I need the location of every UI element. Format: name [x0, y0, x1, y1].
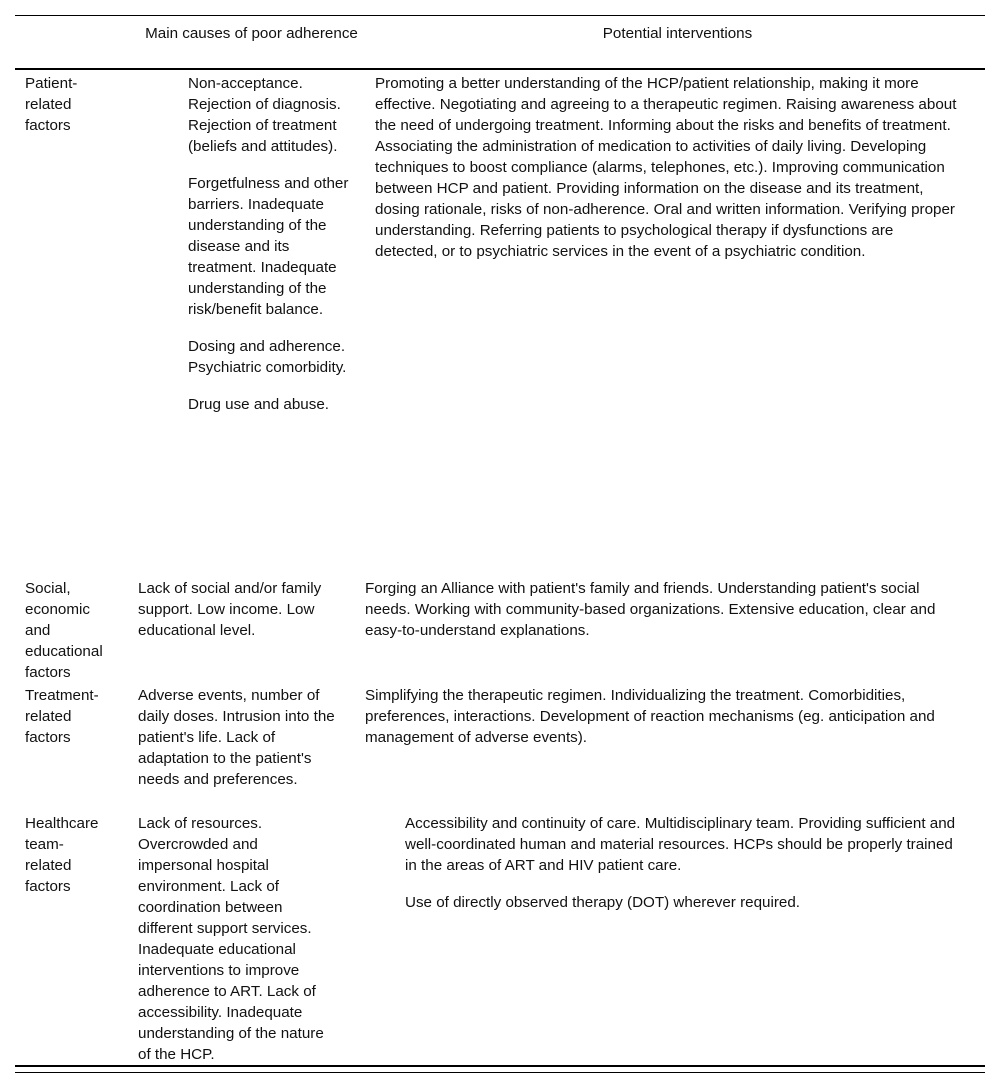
adherence-table: [15, 15, 985, 1065]
intervention-text: Use of directly observed therapy (DOT) wherever required.: [405, 894, 801, 911]
table-bottom-rule-thick: [15, 1065, 985, 1067]
causes-cell: [133, 73, 375, 578]
interventions-cell: [375, 73, 985, 578]
cause-text: Adverse events, number of daily doses. Intrusion into the patient's life. Lack of adaptation to the patient's needs and preferences.: [138, 687, 335, 788]
interventions-cell: [365, 578, 985, 685]
causes-cell: [138, 685, 365, 813]
causes-cell: [138, 813, 365, 1065]
intervention-text: Simplifying the therapeutic regimen. Individualizing the treatment. Comorbidities, preferences, interactions. Development of reaction mechanisms (eg. anticipation and management of adverse events).: [365, 687, 935, 746]
factor-cell: [15, 685, 138, 813]
intervention-text: Forging an Alliance with patient's family and friends. Understanding patient's social needs. Working with community-based organizations. Extensive education, clear and easy-to-understand explanations.: [365, 580, 936, 639]
table-row-healthcare: [15, 813, 985, 1065]
causes-cell: [138, 578, 365, 685]
intervention-text: Accessibility and continuity of care. Multidisciplinary team. Providing sufficient and well-coordinated human and material resources. HCPs should be properly trained in the areas of ART and HIV patient care.: [405, 815, 956, 874]
table-bottom-rule-thin: [15, 1072, 985, 1073]
factor-cell: [15, 578, 138, 685]
header-factor: [15, 16, 133, 68]
factor-cell: [15, 813, 138, 1065]
factor-label: Healthcare team-related factors: [25, 815, 99, 895]
intervention-text: Promoting a better understanding of the HCP/patient relationship, making it more effective. Negotiating and agreeing to a therapeutic regimen. Raising awareness about the need of undergoing treatment. Informing about the risks and benefits of treatment. Associating the administration of medication to activities of daily living. Developing techniques to boost compliance (alarms, telephones, etc.). Improving communication between HCP and patient. Providing information on the disease and its treatment, dosing rationale, risks of non-adherence. Oral and written information. Verifying proper understanding. Referring patients to psychological therapy if dysfunctions are detected, or to psychiatric services in the event of a psychiatric condition.: [375, 75, 957, 260]
cause-text: Lack of social and/or family support. Low income. Low educational level.: [138, 580, 322, 639]
factor-label: Patient-related factors: [25, 75, 78, 134]
table-header: [15, 16, 985, 70]
table-row-social: [15, 578, 985, 685]
table-row-treatment: [15, 685, 985, 813]
interventions-cell: [365, 813, 985, 1065]
cause-text: Lack of resources. Overcrowded and impersonal hospital environment. Lack of coordination between different support services. Inadequate educational interventions to improve adherence to ART. Lack of accessibility. Inadequate understanding of the nature of the HCP.: [138, 815, 324, 1063]
header-interventions: Potential interventions: [602, 25, 753, 42]
factor-label: Social, economic and educational factors: [25, 580, 103, 681]
factor-label: Treatment-related factors: [25, 687, 99, 746]
cause-text: Drug use and abuse.: [188, 396, 330, 413]
cause-text: Dosing and adherence. Psychiatric comorbidity.: [188, 338, 347, 376]
factor-cell: [15, 73, 133, 578]
cause-text: Non-acceptance. Rejection of diagnosis. Rejection of treatment (beliefs and attitudes).: [188, 75, 341, 155]
table-row-patient: [15, 70, 985, 578]
header-causes: Main causes of poor adherence: [145, 25, 358, 42]
interventions-cell: [365, 685, 985, 813]
cause-text: Forgetfulness and other barriers. Inadequate understanding of the disease and its treatment. Inadequate understanding of the risk/benefit balance.: [188, 175, 349, 318]
